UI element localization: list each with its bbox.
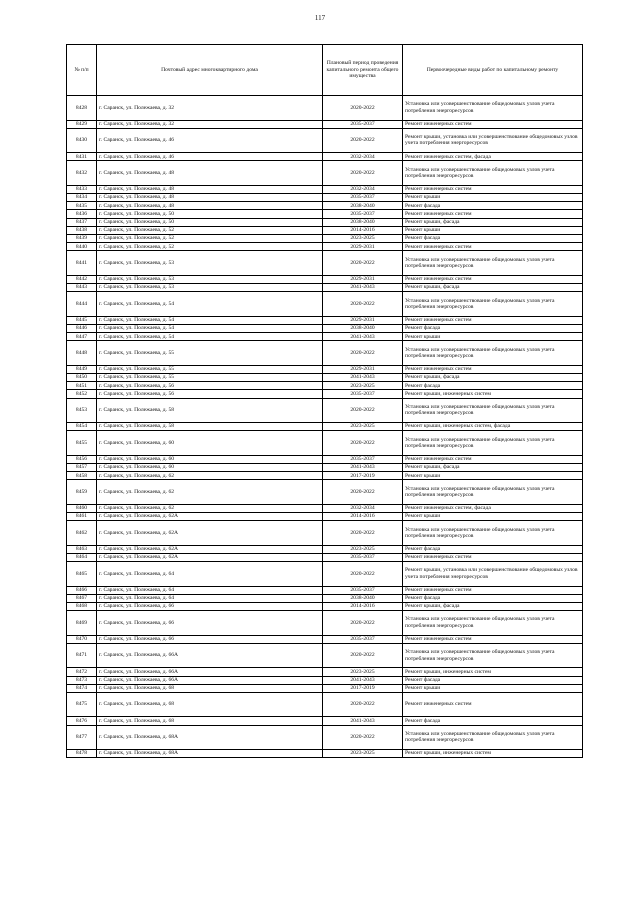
table-row [67,153,583,161]
row-address: г. Саранск, ул. Полежаева, д. 60 [97,463,323,471]
table-row [67,684,583,692]
table-row [67,333,583,341]
row-address: г. Саранск, ул. Полежаева, д. 64 [97,562,323,587]
row-number: 8437 [67,218,97,226]
table-row [67,226,583,234]
row-address: г. Саранск, ул. Полежаева, д. 48 [97,161,323,186]
row-period: 2020-2022 [323,643,403,668]
row-number: 8459 [67,480,97,505]
row-period: 2041-2043 [323,676,403,684]
row-number: 8438 [67,226,97,234]
row-address: г. Саранск, ул. Полежаева, д. 62А [97,521,323,546]
row-number: 8440 [67,243,97,251]
row-period: 2023-2025 [323,545,403,553]
row-works: Ремонт фасада [403,235,583,243]
row-works: Ремонт крыши [403,226,583,234]
row-number: 8475 [67,692,97,717]
row-number: 8446 [67,324,97,332]
table-row [67,480,583,505]
row-address: г. Саранск, ул. Полежаева, д. 55 [97,365,323,373]
row-address: г. Саранск, ул. Полежаева, д. 62А [97,553,323,561]
row-works: Установка или усовершенствование общедомовых узлов учета потребления энергоресурсов [403,480,583,505]
row-works: Ремонт инженерных систем [403,635,583,643]
row-number: 8473 [67,676,97,684]
row-number: 8441 [67,251,97,276]
row-period: 2020-2022 [323,725,403,750]
row-works: Установка или усовершенствование общедомовых узлов учета потребления энергоресурсов [403,521,583,546]
row-number: 8428 [67,96,97,121]
row-works: Ремонт фасада [403,382,583,390]
table-header-row [67,45,583,96]
page-number: 117 [314,14,326,22]
row-number: 8450 [67,374,97,382]
row-address: г. Саранск, ул. Полежаева, д. 55 [97,374,323,382]
table-row [67,455,583,463]
row-number: 8451 [67,382,97,390]
table-row [67,390,583,398]
row-period: 2023-2025 [323,235,403,243]
row-address: г. Саранск, ул. Полежаева, д. 52 [97,243,323,251]
table-row [67,586,583,594]
row-period: 2014-2016 [323,513,403,521]
row-period: 2041-2043 [323,463,403,471]
row-address: г. Саранск, ул. Полежаева, д. 68 [97,717,323,725]
row-period: 2035-2037 [323,553,403,561]
row-address: г. Саранск, ул. Полежаева, д. 53 [97,284,323,292]
row-period: 2032-2034 [323,153,403,161]
row-period: 2041-2043 [323,284,403,292]
row-address: г. Саранск, ул. Полежаева, д. 53 [97,275,323,283]
row-number: 8467 [67,594,97,602]
row-works: Ремонт крыши [403,333,583,341]
row-period: 2020-2022 [323,611,403,636]
row-number: 8443 [67,284,97,292]
row-address: г. Саранск, ул. Полежаева, д. 46 [97,128,323,153]
table-body [67,96,583,758]
capital-repair-table [66,44,583,758]
row-address: г. Саранск, ул. Полежаева, д. 58 [97,423,323,431]
row-address: г. Саранск, ул. Полежаева, д. 48 [97,194,323,202]
row-works: Ремонт крыши [403,684,583,692]
row-number: 8464 [67,553,97,561]
row-works: Установка или усовершенствование общедомовых узлов учета потребления энергоресурсов [403,96,583,121]
row-period: 2023-2025 [323,750,403,758]
row-number: 8452 [67,390,97,398]
row-number: 8476 [67,717,97,725]
table-row [67,324,583,332]
row-works: Установка или усовершенствование общедомовых узлов учета потребления энергоресурсов [403,292,583,317]
row-period: 2020-2022 [323,480,403,505]
row-period: 2020-2022 [323,341,403,366]
row-number: 8463 [67,545,97,553]
table-row [67,341,583,366]
row-number: 8474 [67,684,97,692]
row-number: 8461 [67,513,97,521]
row-works: Ремонт фасада [403,594,583,602]
row-period: 2029-2031 [323,275,403,283]
table-row [67,668,583,676]
row-works: Ремонт крыши, установка или усовершенствование общедомовых узлов учета потребления энергоресурсов [403,128,583,153]
row-works: Ремонт инженерных систем [403,316,583,324]
row-number: 8460 [67,504,97,512]
row-address: г. Саранск, ул. Полежаева, д. 50 [97,218,323,226]
table-row [67,692,583,717]
row-period: 2020-2022 [323,398,403,423]
row-period: 2035-2037 [323,390,403,398]
table-row [67,635,583,643]
table-row [67,594,583,602]
row-address: г. Саранск, ул. Полежаева, д. 54 [97,333,323,341]
table-row [67,725,583,750]
table-row [67,750,583,758]
row-period: 2035-2037 [323,455,403,463]
row-address: г. Саранск, ул. Полежаева, д. 46 [97,153,323,161]
row-address: г. Саранск, ул. Полежаева, д. 68А [97,725,323,750]
row-number: 8432 [67,161,97,186]
table-row [67,96,583,121]
row-number: 8444 [67,292,97,317]
row-address: г. Саранск, ул. Полежаева, д. 48 [97,185,323,193]
row-period: 2035-2037 [323,194,403,202]
table-row [67,504,583,512]
row-address: г. Саранск, ул. Полежаева, д. 68 [97,692,323,717]
table-row [67,128,583,153]
row-works: Установка или усовершенствование общедомовых узлов учета потребления энергоресурсов [403,251,583,276]
row-works: Ремонт инженерных систем [403,243,583,251]
row-works: Ремонт фасада [403,202,583,210]
row-works: Ремонт крыши, установка или усовершенствование общедомовых узлов учета потребления энергоресурсов [403,562,583,587]
row-period: 2020-2022 [323,692,403,717]
row-period: 2041-2043 [323,374,403,382]
row-period: 2017-2019 [323,684,403,692]
row-number: 8429 [67,120,97,128]
row-period: 2035-2037 [323,635,403,643]
row-address: г. Саранск, ул. Полежаева, д. 56 [97,390,323,398]
row-period: 2017-2019 [323,472,403,480]
row-works: Ремонт крыши, инженерных систем [403,390,583,398]
row-works: Ремонт крыши, инженерных систем [403,668,583,676]
row-number: 8431 [67,153,97,161]
table-row [67,513,583,521]
row-works: Установка или усовершенствование общедомовых узлов учета потребления энергоресурсов [403,161,583,186]
row-works: Ремонт фасада [403,717,583,725]
row-works: Ремонт инженерных систем [403,275,583,283]
table-row [67,562,583,587]
row-address: г. Саранск, ул. Полежаева, д. 56 [97,382,323,390]
row-number: 8469 [67,611,97,636]
table-row [67,251,583,276]
table-row [67,365,583,373]
row-works: Установка или усовершенствование общедомовых узлов учета потребления энергоресурсов [403,725,583,750]
row-works: Установка или усовершенствование общедомовых узлов учета потребления энергоресурсов [403,643,583,668]
row-address: г. Саранск, ул. Полежаева, д. 58 [97,398,323,423]
row-period: 2020-2022 [323,96,403,121]
table-row [67,374,583,382]
row-number: 8455 [67,431,97,456]
row-works: Ремонт крыши, фасада [403,284,583,292]
row-works: Ремонт крыши, фасада [403,463,583,471]
table-row [67,218,583,226]
row-number: 8442 [67,275,97,283]
row-works: Ремонт инженерных систем [403,210,583,218]
row-period: 2041-2043 [323,333,403,341]
table-row [67,611,583,636]
row-period: 2020-2022 [323,292,403,317]
table-row [67,423,583,431]
capital-repair-table-container [66,44,582,758]
row-number: 8448 [67,341,97,366]
row-number: 8430 [67,128,97,153]
row-period: 2029-2031 [323,365,403,373]
row-address: г. Саранск, ул. Полежаева, д. 54 [97,316,323,324]
row-works: Ремонт фасада [403,545,583,553]
row-works: Ремонт инженерных систем [403,365,583,373]
row-period: 2032-2034 [323,504,403,512]
row-address: г. Саранск, ул. Полежаева, д. 62А [97,545,323,553]
row-period: 2035-2037 [323,210,403,218]
row-number: 8445 [67,316,97,324]
table-row [67,521,583,546]
table-row [67,235,583,243]
row-period: 2029-2031 [323,316,403,324]
row-works: Установка или усовершенствование общедомовых узлов учета потребления энергоресурсов [403,341,583,366]
row-address: г. Саранск, ул. Полежаева, д. 32 [97,96,323,121]
table-row [67,284,583,292]
row-works: Установка или усовершенствование общедомовых узлов учета потребления энергоресурсов [403,398,583,423]
row-address: г. Саранск, ул. Полежаева, д. 60 [97,431,323,456]
row-number: 8470 [67,635,97,643]
table-row [67,194,583,202]
row-works: Ремонт инженерных систем, фасада [403,504,583,512]
table-row [67,431,583,456]
table-row [67,382,583,390]
table-row [67,553,583,561]
row-address: г. Саранск, ул. Полежаева, д. 64 [97,594,323,602]
row-period: 2032-2034 [323,185,403,193]
row-address: г. Саранск, ул. Полежаева, д. 54 [97,324,323,332]
table-row [67,316,583,324]
row-works: Ремонт крыши, инженерных систем [403,750,583,758]
row-address: г. Саранск, ул. Полежаева, д. 66 [97,602,323,610]
row-number: 8477 [67,725,97,750]
row-works: Ремонт крыши, инженерных систем, фасада [403,423,583,431]
row-works: Ремонт крыши [403,194,583,202]
table-row [67,643,583,668]
row-address: г. Саранск, ул. Полежаева, д. 66А [97,668,323,676]
row-address: г. Саранск, ул. Полежаева, д. 52 [97,226,323,234]
row-address: г. Саранск, ул. Полежаева, д. 66А [97,643,323,668]
row-number: 8454 [67,423,97,431]
row-works: Ремонт крыши [403,513,583,521]
row-number: 8447 [67,333,97,341]
header-address: Почтовый адрес многоквартирного дома [97,45,323,96]
row-period: 2020-2022 [323,251,403,276]
table-row [67,602,583,610]
row-period: 2038-2040 [323,324,403,332]
row-address: г. Саранск, ул. Полежаева, д. 62А [97,513,323,521]
row-works: Ремонт инженерных систем, фасада [403,153,583,161]
row-address: г. Саранск, ул. Полежаева, д. 64 [97,586,323,594]
row-address: г. Саранск, ул. Полежаева, д. 60 [97,455,323,463]
row-period: 2020-2022 [323,521,403,546]
row-period: 2020-2022 [323,128,403,153]
row-address: г. Саранск, ул. Полежаева, д. 62 [97,472,323,480]
table-row [67,717,583,725]
row-number: 8462 [67,521,97,546]
row-works: Установка или усовершенствование общедомовых узлов учета потребления энергоресурсов [403,431,583,456]
row-works: Ремонт фасада [403,324,583,332]
row-works: Ремонт инженерных систем [403,120,583,128]
row-works: Ремонт инженерных систем [403,586,583,594]
row-number: 8457 [67,463,97,471]
row-works: Ремонт крыши, фасада [403,218,583,226]
table-row [67,472,583,480]
table-row [67,463,583,471]
row-works: Ремонт крыши [403,472,583,480]
row-address: г. Саранск, ул. Полежаева, д. 68А [97,750,323,758]
row-period: 2020-2022 [323,161,403,186]
table-row [67,292,583,317]
row-address: г. Саранск, ул. Полежаева, д. 53 [97,251,323,276]
row-number: 8456 [67,455,97,463]
row-number: 8465 [67,562,97,587]
row-address: г. Саранск, ул. Полежаева, д. 48 [97,202,323,210]
row-period: 2014-2016 [323,226,403,234]
row-number: 8472 [67,668,97,676]
table-row [67,398,583,423]
row-period: 2041-2043 [323,717,403,725]
row-period: 2038-2040 [323,594,403,602]
table-row [67,210,583,218]
table-row [67,185,583,193]
row-works: Ремонт крыши, фасада [403,374,583,382]
header-num: № п/п [67,45,97,96]
row-address: г. Саранск, ул. Полежаева, д. 66 [97,611,323,636]
row-works: Установка или усовершенствование общедомовых узлов учета потребления энергоресурсов [403,611,583,636]
row-address: г. Саранск, ул. Полежаева, д. 62 [97,480,323,505]
table-row [67,202,583,210]
row-works: Ремонт инженерных систем [403,455,583,463]
row-number: 8478 [67,750,97,758]
row-number: 8471 [67,643,97,668]
row-period: 2035-2037 [323,586,403,594]
row-period: 2020-2022 [323,431,403,456]
row-period: 2038-2040 [323,218,403,226]
row-period: 2023-2025 [323,423,403,431]
row-works: Ремонт инженерных систем [403,185,583,193]
row-number: 8439 [67,235,97,243]
row-number: 8435 [67,202,97,210]
row-address: г. Саранск, ул. Полежаева, д. 55 [97,341,323,366]
row-period: 2038-2040 [323,202,403,210]
row-address: г. Саранск, ул. Полежаева, д. 54 [97,292,323,317]
table-row [67,243,583,251]
row-works: Ремонт инженерных систем [403,553,583,561]
row-period: 2035-2037 [323,120,403,128]
row-number: 8466 [67,586,97,594]
row-number: 8449 [67,365,97,373]
row-address: г. Саранск, ул. Полежаева, д. 66А [97,676,323,684]
row-period: 2029-2031 [323,243,403,251]
table-row [67,120,583,128]
row-period: 2023-2025 [323,668,403,676]
row-period: 2020-2022 [323,562,403,587]
table-row [67,676,583,684]
row-address: г. Саранск, ул. Полежаева, д. 62 [97,504,323,512]
row-number: 8458 [67,472,97,480]
row-works: Ремонт крыши, фасада [403,602,583,610]
table-row [67,275,583,283]
header-works: Первоочередные виды работ по капитальному ремонту [403,45,583,96]
header-period: Плановый период проведения капитального ремонта общего имущества [323,45,403,96]
table-row [67,161,583,186]
row-number: 8468 [67,602,97,610]
table-row [67,545,583,553]
row-address: г. Саранск, ул. Полежаева, д. 68 [97,684,323,692]
row-period: 2014-2016 [323,602,403,610]
row-number: 8433 [67,185,97,193]
row-number: 8453 [67,398,97,423]
row-works: Ремонт инженерных систем [403,692,583,717]
row-address: г. Саранск, ул. Полежаева, д. 52 [97,235,323,243]
row-address: г. Саранск, ул. Полежаева, д. 32 [97,120,323,128]
row-address: г. Саранск, ул. Полежаева, д. 50 [97,210,323,218]
row-period: 2023-2025 [323,382,403,390]
row-address: г. Саранск, ул. Полежаева, д. 66 [97,635,323,643]
row-works: Ремонт фасада [403,676,583,684]
row-number: 8436 [67,210,97,218]
row-number: 8434 [67,194,97,202]
